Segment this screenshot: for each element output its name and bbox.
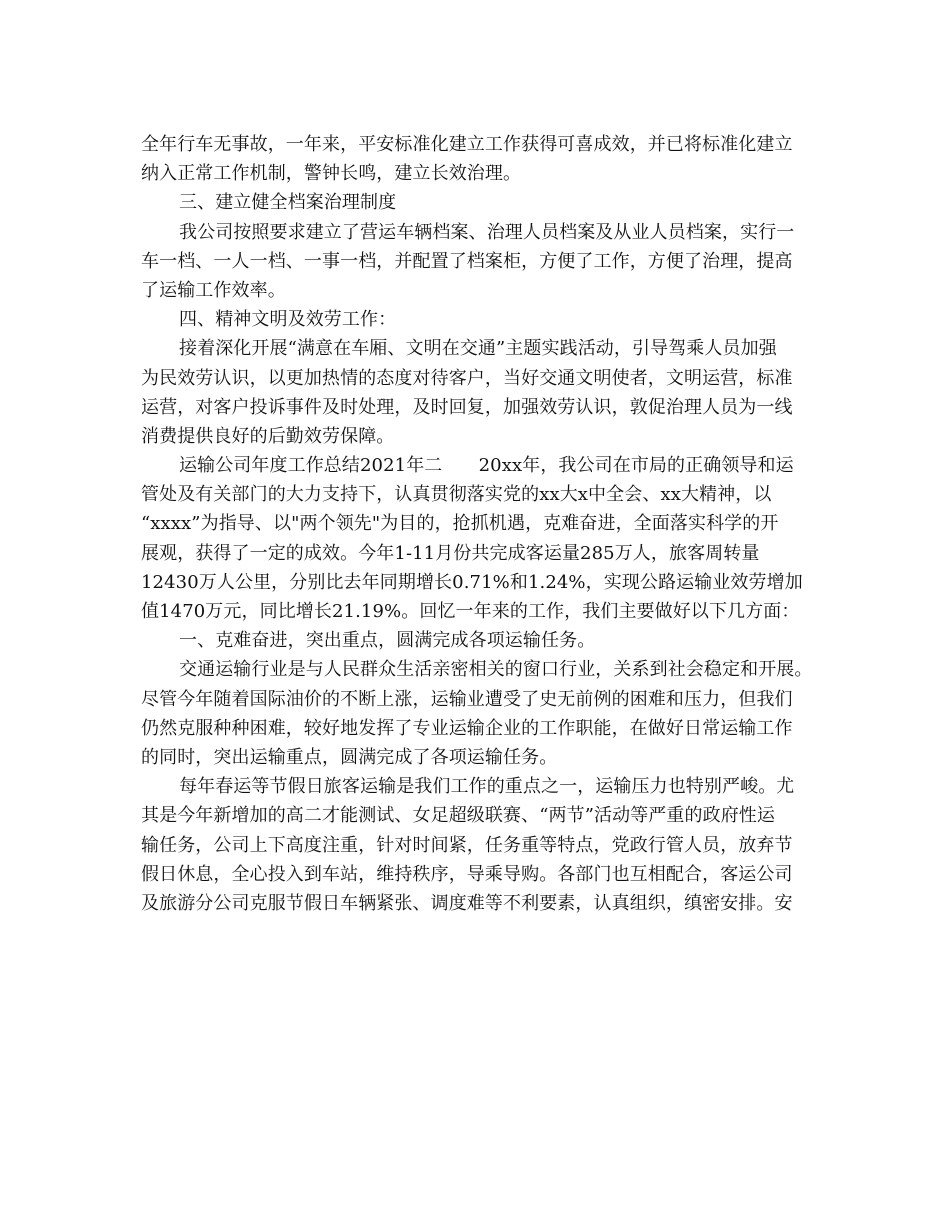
text-line: 12430万人公里，分别比去年同期增长0.71%和1.24%，实现公路运输业效劳增加 (141, 571, 803, 593)
text-line: 交通运输行业是与人民群众生活亲密相关的窗口行业，关系到社会稳定和开展。 (179, 659, 813, 681)
text-line: 及旅游分公司克服节假日车辆紧张、调度难等不利要素，认真组织，缜密安排。安 (141, 892, 793, 914)
document-body (141, 130, 821, 918)
text-line: 消费提供良好的后勤效劳保障。 (141, 425, 395, 447)
text-line: 了运输工作效率。 (141, 279, 286, 301)
text-line: 全年行车无事故，一年来，平安标准化建立工作获得可喜成效，并已将标准化建立 (141, 134, 793, 155)
text-line: 尽管今年随着国际油价的不断上涨，运输业遭受了史无前例的困难和压力，但我们 (141, 688, 793, 710)
text-line: 每年春运等节假日旅客运输是我们工作的重点之一，运输压力也特别严峻。尤 (179, 776, 795, 798)
text-line: 假日休息，全心投入到车站，维持秩序，导乘导购。各部门也互相配合，客运公司 (141, 863, 793, 885)
text-line: 值1470万元，同比增长21.19%。回忆一年来的工作，我们主要做好以下几方面： (141, 601, 800, 622)
text-line: 其是今年新增加的高二才能测试、女足超级联赛、“两节”活动等严重的政府性运 (141, 805, 776, 827)
text-line: 运营，对客户投诉事件及时处理，及时回复，加强效劳认识，敦促治理人员为一线 (141, 396, 793, 418)
text-line: 仍然克服种种困难，较好地发挥了专业运输企业的工作职能，在做好日常运输工作 (141, 717, 793, 739)
text-line: 管处及有关部门的大力支持下，认真贯彻落实党的xx大x中全会、xx大精神，以 (141, 484, 772, 506)
text-line: 三、建立健全档案治理制度 (179, 192, 397, 214)
text-line: 运输公司年度工作总结2021年二 20xx年，我公司在市局的正确领导和运 (179, 455, 794, 477)
text-line: 为民效劳认识，以更加热情的态度对待客户，当好交通文明使者，文明运营，标准 (141, 367, 793, 389)
text-line: 车一档、一人一档、一事一档，并配置了档案柜，方便了工作，方便了治理，提高 (141, 250, 793, 272)
text-line: 的同时，突出运输重点，圆满完成了各项运输任务。 (141, 746, 558, 768)
text-line: 接着深化开展“满意在车厢、文明在交通”主题实践活动，引导驾乘人员加强 (179, 338, 777, 360)
text-line: 展观，获得了一定的成效。今年1-11月份共完成客运量285万人，旅客周转量 (141, 542, 760, 564)
text-line: “xxxx”为指导、以"两个领先"为目的，抢抓机遇，克难奋进，全面落实科学的开 (141, 513, 779, 535)
text-line: 输任务，公司上下高度注重，针对时间紧，任务重等特点，党政行管人员，放弃节 (141, 834, 793, 856)
text-line: 四、精神文明及效劳工作： (179, 309, 397, 331)
text-line: 我公司按照要求建立了营运车辆档案、治理人员档案及从业人员档案，实行一 (179, 221, 795, 243)
text-line: 一、克难奋进，突出重点，圆满完成各项运输任务。 (179, 630, 596, 652)
text-line: 纳入正常工作机制，警钟长鸣，建立长效治理。 (141, 163, 522, 185)
